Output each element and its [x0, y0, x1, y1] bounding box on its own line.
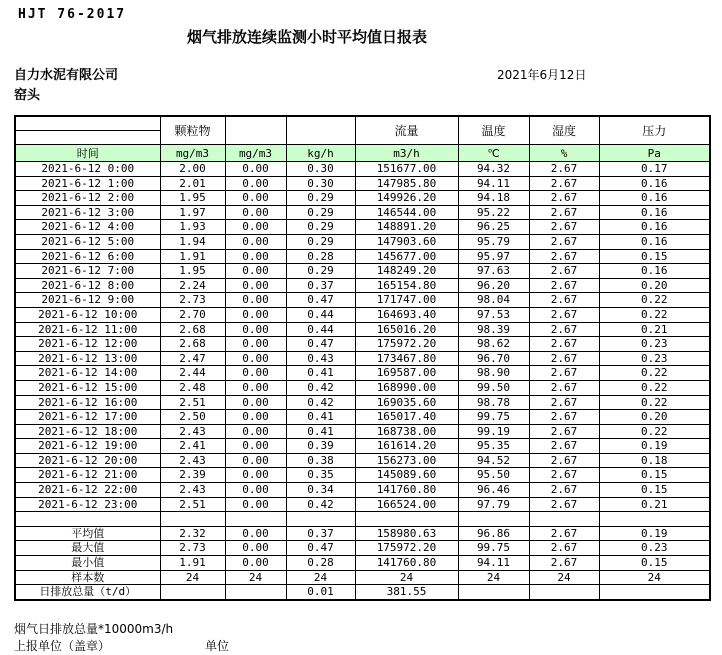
value-cell: 0.00: [225, 483, 286, 498]
value-cell: 0.29: [286, 264, 355, 279]
value-cell: 0.00: [225, 468, 286, 483]
time-cell: 2021-6-12 22:00: [15, 483, 160, 498]
value-cell: 2.67: [529, 366, 599, 381]
value-cell: 24: [286, 570, 355, 585]
value-cell: 0.34: [286, 483, 355, 498]
table-row: [15, 585, 710, 600]
table-row: [15, 307, 710, 322]
company-name: 自力水泥有限公司: [14, 68, 119, 83]
unit-label: 单位: [205, 639, 230, 653]
value-cell: 0.29: [286, 205, 355, 220]
value-cell: 98.39: [458, 322, 529, 337]
value-cell: 0.23: [599, 541, 710, 556]
table-row: [15, 556, 710, 571]
value-cell: 1.97: [160, 205, 225, 220]
value-cell: 2.67: [529, 278, 599, 293]
value-cell: 381.55: [355, 585, 458, 600]
value-cell: 0.00: [225, 541, 286, 556]
value-cell: 0.37: [286, 278, 355, 293]
value-cell: 0.00: [225, 395, 286, 410]
value-cell: 24: [458, 570, 529, 585]
table-row: [15, 322, 710, 337]
standard-code: HJT 76-2017: [18, 7, 127, 22]
value-cell: 0.15: [599, 468, 710, 483]
unit-header-cell: %: [529, 145, 599, 162]
time-cell: 2021-6-12 8:00: [15, 278, 160, 293]
value-cell: 0.00: [225, 307, 286, 322]
value-cell: 2.67: [529, 191, 599, 206]
value-cell: 0.22: [599, 380, 710, 395]
value-cell: 1.91: [160, 249, 225, 264]
value-cell: 0.21: [599, 322, 710, 337]
summary-label-cell: 平均值: [15, 526, 160, 541]
value-cell: 96.20: [458, 278, 529, 293]
time-cell: 2021-6-12 15:00: [15, 380, 160, 395]
spacer-row: [15, 512, 710, 527]
value-cell: 0.22: [599, 293, 710, 308]
table-row: [15, 439, 710, 454]
value-cell: 96.46: [458, 483, 529, 498]
report-table-wrapper: [14, 115, 711, 601]
value-cell: 168738.00: [355, 424, 458, 439]
table-row: [15, 293, 710, 308]
value-cell: 2.73: [160, 293, 225, 308]
value-cell: 0.00: [225, 497, 286, 512]
value-cell: 0.00: [225, 424, 286, 439]
value-cell: 2.41: [160, 439, 225, 454]
value-cell: 148891.20: [355, 220, 458, 235]
value-cell: 0.00: [225, 176, 286, 191]
value-cell: [160, 585, 225, 600]
value-cell: 0.30: [286, 176, 355, 191]
table-row: [15, 337, 710, 352]
report-table: [14, 115, 711, 601]
value-cell: 0.01: [286, 585, 355, 600]
table-row: [15, 453, 710, 468]
value-cell: 146544.00: [355, 205, 458, 220]
value-cell: 175972.20: [355, 541, 458, 556]
time-cell: 2021-6-12 4:00: [15, 220, 160, 235]
value-cell: 0.17: [599, 162, 710, 177]
table-row: [15, 220, 710, 235]
time-cell: 2021-6-12 6:00: [15, 249, 160, 264]
time-cell: 2021-6-12 5:00: [15, 234, 160, 249]
value-cell: 0.00: [225, 162, 286, 177]
value-cell: 2.67: [529, 483, 599, 498]
value-cell: 2.39: [160, 468, 225, 483]
corner-cell-bottom: [15, 131, 160, 145]
time-cell: 2021-6-12 0:00: [15, 162, 160, 177]
time-cell: 2021-6-12 10:00: [15, 307, 160, 322]
value-cell: 0.43: [286, 351, 355, 366]
unit-header-row: [15, 145, 710, 162]
pollutant-header-cell: 颗粒物: [160, 116, 225, 145]
table-row: [15, 351, 710, 366]
value-cell: [458, 585, 529, 600]
value-cell: 97.63: [458, 264, 529, 279]
value-cell: 0.22: [599, 366, 710, 381]
value-cell: 0.41: [286, 424, 355, 439]
value-cell: 0.00: [225, 293, 286, 308]
pollutant-header-row: [15, 116, 710, 131]
value-cell: 0.22: [599, 424, 710, 439]
value-cell: 95.50: [458, 468, 529, 483]
value-cell: 0.22: [599, 307, 710, 322]
value-cell: 99.19: [458, 424, 529, 439]
value-cell: 0.00: [225, 278, 286, 293]
value-cell: 0.47: [286, 293, 355, 308]
value-cell: 97.53: [458, 307, 529, 322]
summary-label-cell: 最大值: [15, 541, 160, 556]
value-cell: 165017.40: [355, 410, 458, 425]
value-cell: 96.70: [458, 351, 529, 366]
value-cell: 164693.40: [355, 307, 458, 322]
value-cell: 2.67: [529, 541, 599, 556]
value-cell: 0.15: [599, 556, 710, 571]
value-cell: 2.73: [160, 541, 225, 556]
unit-header-cell: mg/m3: [160, 145, 225, 162]
value-cell: 0.00: [225, 205, 286, 220]
table-row: [15, 380, 710, 395]
value-cell: 98.04: [458, 293, 529, 308]
value-cell: 2.67: [529, 526, 599, 541]
report-date: 2021年6月12日: [497, 68, 587, 82]
value-cell: 2.43: [160, 453, 225, 468]
value-cell: 173467.80: [355, 351, 458, 366]
value-cell: 169035.60: [355, 395, 458, 410]
value-cell: 2.48: [160, 380, 225, 395]
value-cell: 0.37: [286, 526, 355, 541]
value-cell: 0.00: [225, 220, 286, 235]
value-cell: 2.51: [160, 395, 225, 410]
value-cell: 1.93: [160, 220, 225, 235]
value-cell: 0.41: [286, 366, 355, 381]
value-cell: 24: [529, 570, 599, 585]
value-cell: 2.43: [160, 483, 225, 498]
value-cell: 0.00: [225, 526, 286, 541]
value-cell: 0.00: [225, 249, 286, 264]
value-cell: 2.32: [160, 526, 225, 541]
pollutant-header-cell: 流量: [355, 116, 458, 145]
value-cell: 151677.00: [355, 162, 458, 177]
value-cell: 2.67: [529, 307, 599, 322]
value-cell: 0.00: [225, 453, 286, 468]
unit-header-cell: ℃: [458, 145, 529, 162]
value-cell: 2.00: [160, 162, 225, 177]
corner-cell-top: [15, 116, 160, 131]
value-cell: 2.68: [160, 322, 225, 337]
value-cell: 2.67: [529, 205, 599, 220]
value-cell: 2.47: [160, 351, 225, 366]
value-cell: 2.67: [529, 453, 599, 468]
value-cell: 2.67: [529, 424, 599, 439]
unit-header-cell: Pa: [599, 145, 710, 162]
value-cell: 0.16: [599, 220, 710, 235]
value-cell: 0.18: [599, 453, 710, 468]
value-cell: 158980.63: [355, 526, 458, 541]
value-cell: 166524.00: [355, 497, 458, 512]
value-cell: 0.28: [286, 556, 355, 571]
table-row: [15, 468, 710, 483]
time-cell: 2021-6-12 20:00: [15, 453, 160, 468]
value-cell: 95.22: [458, 205, 529, 220]
table-row: [15, 366, 710, 381]
unit-header-cell: kg/h: [286, 145, 355, 162]
value-cell: 0.19: [599, 526, 710, 541]
time-cell: 2021-6-12 18:00: [15, 424, 160, 439]
value-cell: 0.41: [286, 410, 355, 425]
value-cell: 94.32: [458, 162, 529, 177]
table-row: [15, 234, 710, 249]
value-cell: 141760.80: [355, 483, 458, 498]
value-cell: 94.52: [458, 453, 529, 468]
value-cell: 0.16: [599, 264, 710, 279]
value-cell: 0.22: [599, 395, 710, 410]
time-cell: 2021-6-12 2:00: [15, 191, 160, 206]
table-row: [15, 191, 710, 206]
value-cell: 2.50: [160, 410, 225, 425]
value-cell: 2.51: [160, 497, 225, 512]
value-cell: 0.39: [286, 439, 355, 454]
value-cell: 149926.20: [355, 191, 458, 206]
value-cell: 0.20: [599, 278, 710, 293]
value-cell: 2.67: [529, 410, 599, 425]
value-cell: 0.42: [286, 395, 355, 410]
value-cell: 0.00: [225, 556, 286, 571]
time-cell: 2021-6-12 16:00: [15, 395, 160, 410]
value-cell: 0.00: [225, 410, 286, 425]
value-cell: 94.11: [458, 556, 529, 571]
value-cell: 0.29: [286, 234, 355, 249]
value-cell: 0.23: [599, 337, 710, 352]
time-cell: 2021-6-12 21:00: [15, 468, 160, 483]
summary-label-cell: 最小值: [15, 556, 160, 571]
value-cell: 0.44: [286, 307, 355, 322]
value-cell: 2.67: [529, 337, 599, 352]
value-cell: 0.38: [286, 453, 355, 468]
value-cell: 175972.20: [355, 337, 458, 352]
time-cell: 2021-6-12 12:00: [15, 337, 160, 352]
value-cell: 145677.00: [355, 249, 458, 264]
value-cell: 94.11: [458, 176, 529, 191]
value-cell: 165016.20: [355, 322, 458, 337]
value-cell: 0.42: [286, 380, 355, 395]
value-cell: 0.16: [599, 176, 710, 191]
value-cell: 94.18: [458, 191, 529, 206]
value-cell: 24: [355, 570, 458, 585]
pollutant-header-cell: [286, 116, 355, 145]
table-row: [15, 205, 710, 220]
value-cell: 98.78: [458, 395, 529, 410]
value-cell: 0.00: [225, 337, 286, 352]
value-cell: 2.67: [529, 293, 599, 308]
value-cell: 98.90: [458, 366, 529, 381]
time-cell: 2021-6-12 17:00: [15, 410, 160, 425]
value-cell: 0.00: [225, 366, 286, 381]
value-cell: 161614.20: [355, 439, 458, 454]
value-cell: 97.79: [458, 497, 529, 512]
value-cell: 2.67: [529, 249, 599, 264]
value-cell: 0.47: [286, 541, 355, 556]
value-cell: 2.67: [529, 395, 599, 410]
value-cell: 2.67: [529, 264, 599, 279]
time-cell: 2021-6-12 3:00: [15, 205, 160, 220]
value-cell: 0.00: [225, 439, 286, 454]
value-cell: 96.86: [458, 526, 529, 541]
value-cell: 1.94: [160, 234, 225, 249]
table-row: [15, 264, 710, 279]
table-row: [15, 483, 710, 498]
value-cell: 2.67: [529, 322, 599, 337]
value-cell: [599, 585, 710, 600]
page-title: 烟气排放连续监测小时平均值日报表: [186, 28, 427, 46]
table-row: [15, 497, 710, 512]
value-cell: 99.50: [458, 380, 529, 395]
pollutant-header-cell: 湿度: [529, 116, 599, 145]
time-header-cell: 时间: [15, 145, 160, 162]
value-cell: 0.00: [225, 322, 286, 337]
value-cell: 2.24: [160, 278, 225, 293]
value-cell: 0.16: [599, 234, 710, 249]
value-cell: 168990.00: [355, 380, 458, 395]
value-cell: 0.44: [286, 322, 355, 337]
summary-label-cell: 样本数: [15, 570, 160, 585]
value-cell: [529, 585, 599, 600]
value-cell: 0.16: [599, 205, 710, 220]
value-cell: 2.67: [529, 556, 599, 571]
value-cell: 1.95: [160, 264, 225, 279]
value-cell: 0.29: [286, 220, 355, 235]
value-cell: 2.01: [160, 176, 225, 191]
summary-body: [15, 512, 710, 527]
value-cell: 0.28: [286, 249, 355, 264]
value-cell: 0.15: [599, 483, 710, 498]
value-cell: 99.75: [458, 541, 529, 556]
value-cell: 2.67: [529, 497, 599, 512]
value-cell: 2.67: [529, 380, 599, 395]
value-cell: 2.43: [160, 424, 225, 439]
value-cell: 0.30: [286, 162, 355, 177]
value-cell: 147903.60: [355, 234, 458, 249]
value-cell: 0.15: [599, 249, 710, 264]
pollutant-header-cell: [225, 116, 286, 145]
value-cell: 99.75: [458, 410, 529, 425]
value-cell: 141760.80: [355, 556, 458, 571]
value-cell: 2.44: [160, 366, 225, 381]
time-cell: 2021-6-12 23:00: [15, 497, 160, 512]
value-cell: 147985.80: [355, 176, 458, 191]
value-cell: 0.35: [286, 468, 355, 483]
value-cell: 0.00: [225, 234, 286, 249]
value-cell: 2.67: [529, 220, 599, 235]
table-row: [15, 424, 710, 439]
table-row: [15, 278, 710, 293]
unit-header-cell: mg/m3: [225, 145, 286, 162]
value-cell: 98.62: [458, 337, 529, 352]
unit-header-cell: m3/h: [355, 145, 458, 162]
table-row: [15, 410, 710, 425]
table-row: [15, 162, 710, 177]
time-cell: 2021-6-12 19:00: [15, 439, 160, 454]
time-cell: 2021-6-12 13:00: [15, 351, 160, 366]
value-cell: 0.19: [599, 439, 710, 454]
value-cell: 0.16: [599, 191, 710, 206]
value-cell: 0.47: [286, 337, 355, 352]
value-cell: 0.23: [599, 351, 710, 366]
value-cell: 165154.80: [355, 278, 458, 293]
value-cell: 0.00: [225, 351, 286, 366]
time-cell: 2021-6-12 11:00: [15, 322, 160, 337]
hourly-data-body: [15, 162, 710, 512]
value-cell: 145089.60: [355, 468, 458, 483]
value-cell: 2.70: [160, 307, 225, 322]
value-cell: [225, 585, 286, 600]
value-cell: 24: [160, 570, 225, 585]
value-cell: 95.97: [458, 249, 529, 264]
value-cell: 2.67: [529, 162, 599, 177]
monitoring-point: 窑头: [14, 88, 41, 103]
value-cell: 156273.00: [355, 453, 458, 468]
table-row: [15, 570, 710, 585]
summary-label-cell: 日排放总量（t/d）: [15, 585, 160, 600]
value-cell: 2.67: [529, 234, 599, 249]
value-cell: 95.79: [458, 234, 529, 249]
value-cell: 95.35: [458, 439, 529, 454]
time-cell: 2021-6-12 14:00: [15, 366, 160, 381]
value-cell: 0.00: [225, 380, 286, 395]
table-row: [15, 395, 710, 410]
value-cell: 0.00: [225, 191, 286, 206]
value-cell: 2.67: [529, 468, 599, 483]
time-cell: 2021-6-12 7:00: [15, 264, 160, 279]
value-cell: 2.67: [529, 439, 599, 454]
footer-note: 烟气日排放总量*10000m3/h: [14, 622, 174, 636]
table-row: [15, 526, 710, 541]
value-cell: 2.68: [160, 337, 225, 352]
summary-rows-body: [15, 526, 710, 599]
value-cell: 96.25: [458, 220, 529, 235]
table-row: [15, 176, 710, 191]
value-cell: 1.91: [160, 556, 225, 571]
value-cell: 0.21: [599, 497, 710, 512]
value-cell: 2.67: [529, 351, 599, 366]
report-unit-label: 上报单位（盖章）: [14, 639, 111, 653]
table-row: [15, 249, 710, 264]
time-cell: 2021-6-12 9:00: [15, 293, 160, 308]
pollutant-header-cell: 温度: [458, 116, 529, 145]
value-cell: 169587.00: [355, 366, 458, 381]
value-cell: 2.67: [529, 176, 599, 191]
value-cell: 24: [599, 570, 710, 585]
table-row: [15, 541, 710, 556]
value-cell: 24: [225, 570, 286, 585]
value-cell: 148249.20: [355, 264, 458, 279]
value-cell: 0.29: [286, 191, 355, 206]
value-cell: 1.95: [160, 191, 225, 206]
value-cell: 0.00: [225, 264, 286, 279]
value-cell: 0.42: [286, 497, 355, 512]
value-cell: 0.20: [599, 410, 710, 425]
value-cell: 171747.00: [355, 293, 458, 308]
time-cell: 2021-6-12 1:00: [15, 176, 160, 191]
pollutant-header-cell: 压力: [599, 116, 710, 145]
